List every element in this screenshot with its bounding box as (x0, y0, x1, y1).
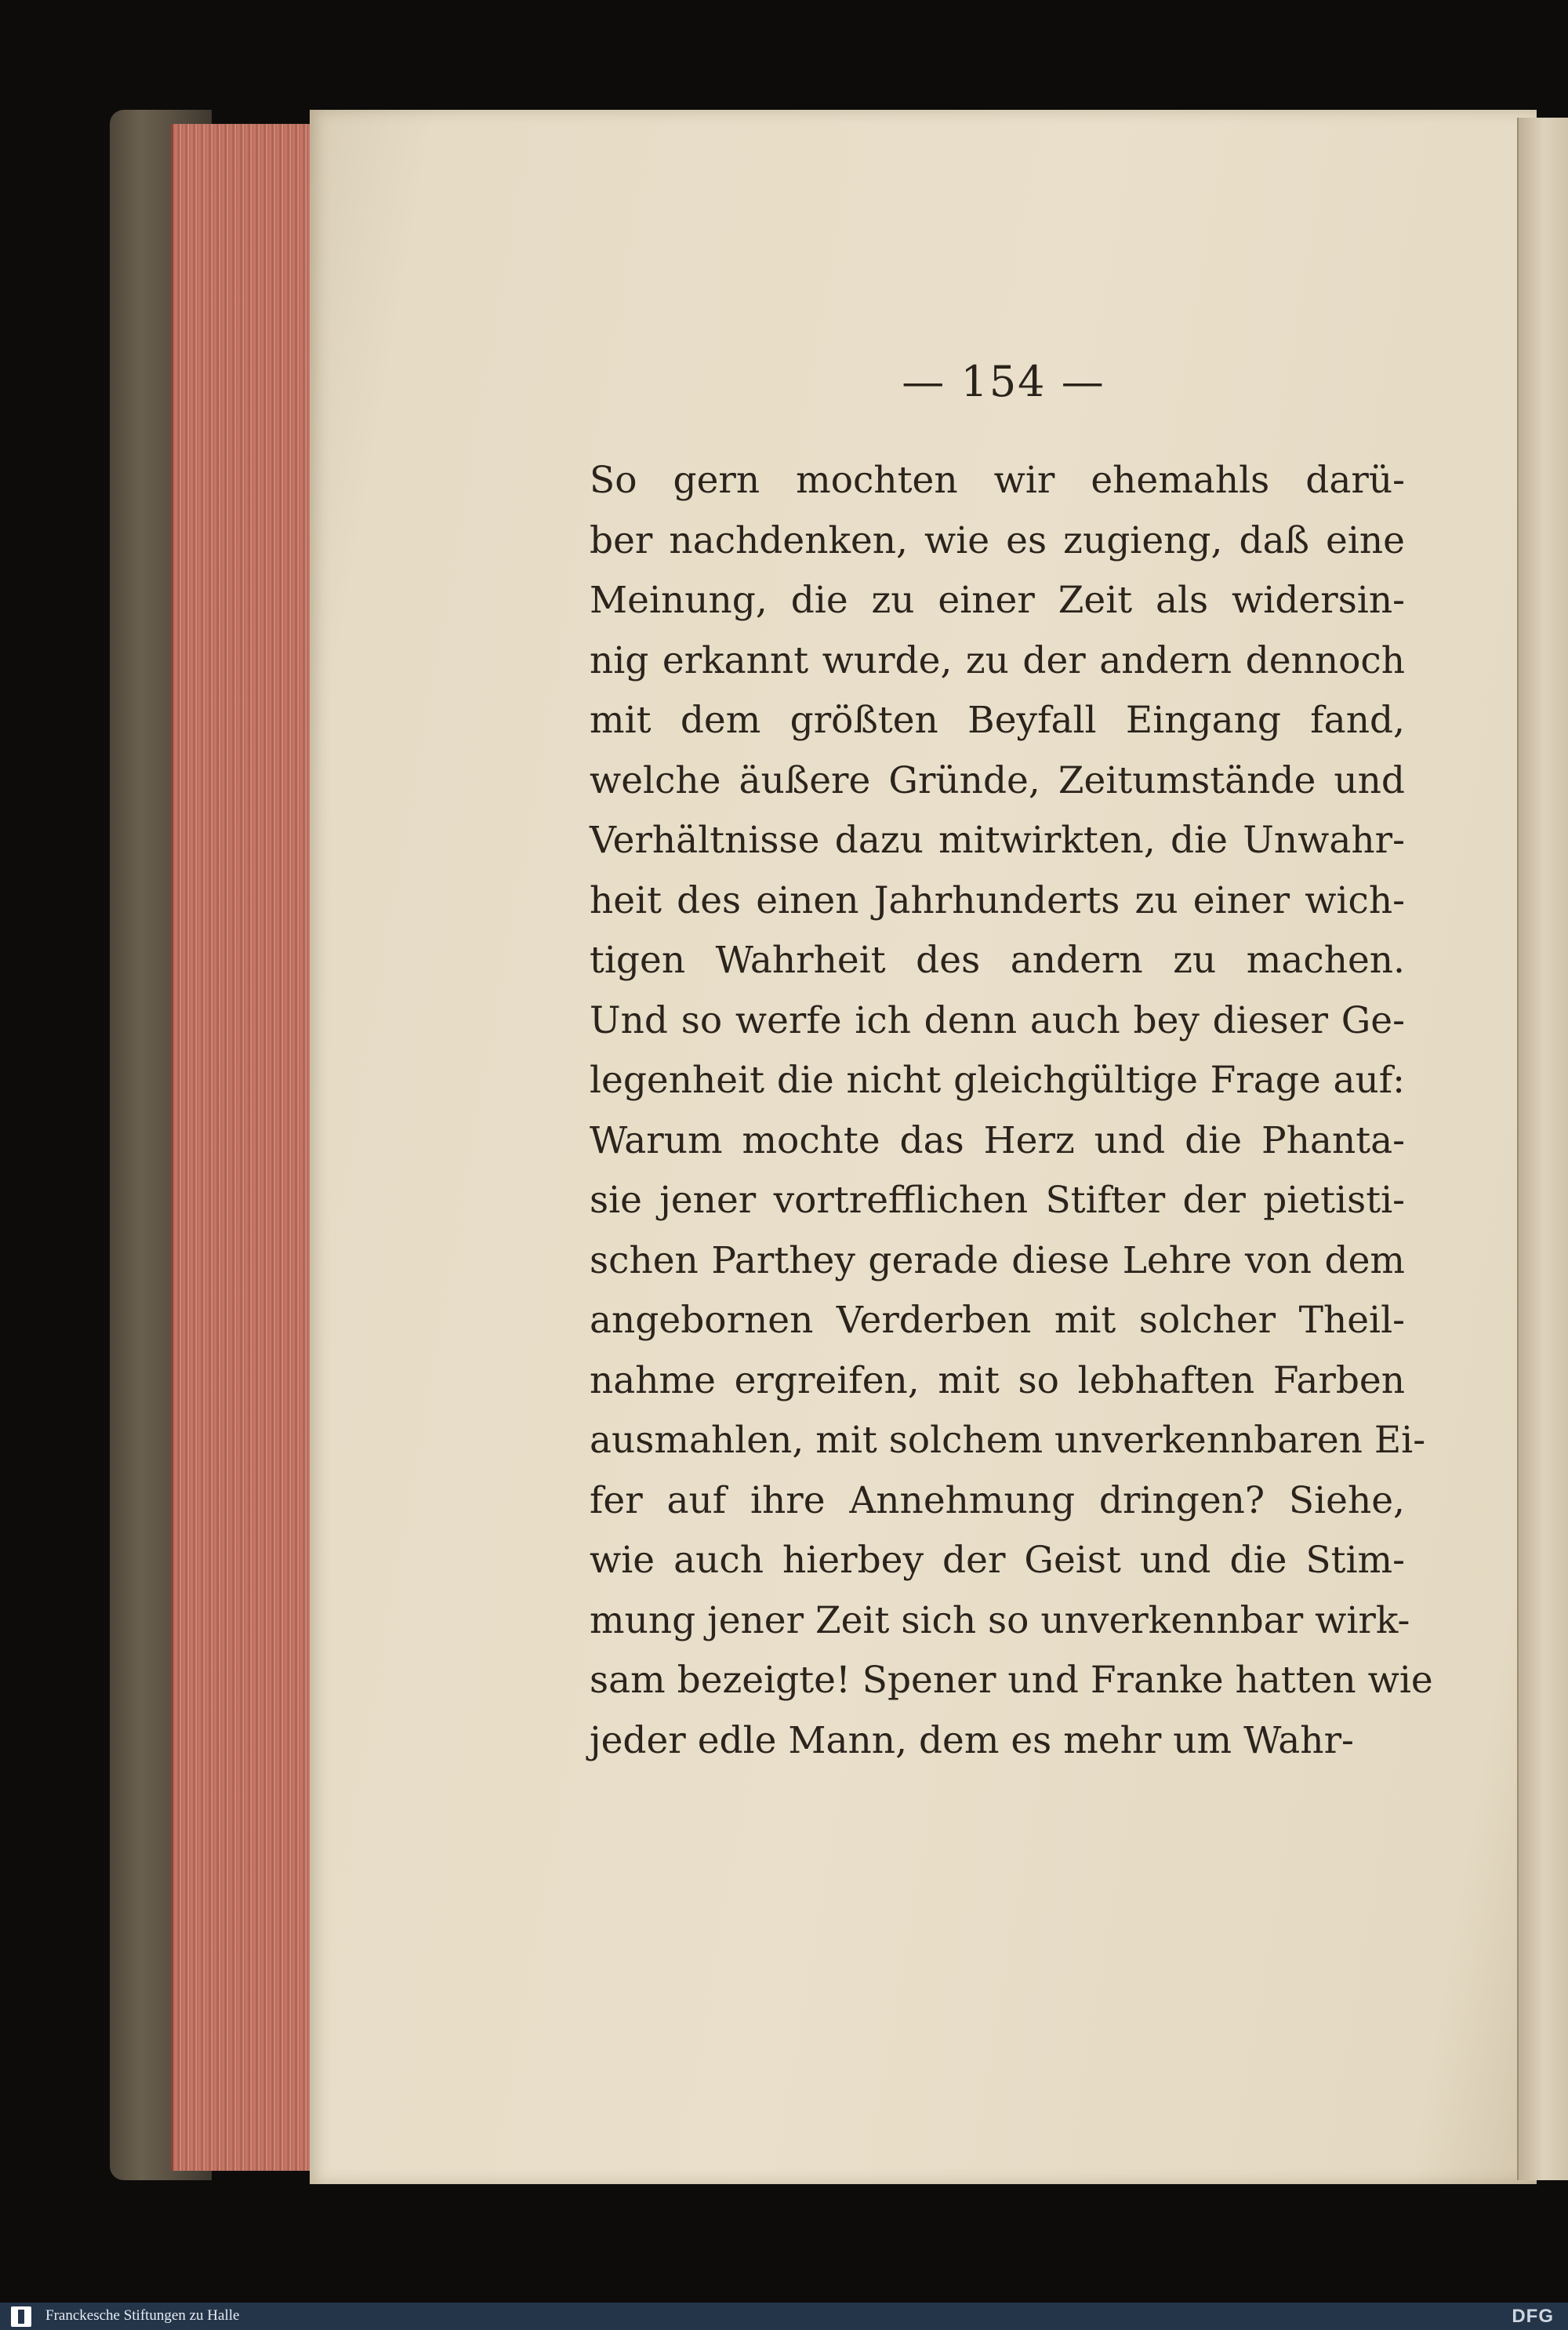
text-line: jeder edle Mann, dem es mehr um Wahr- (590, 1718, 1354, 1762)
text-line: tigen Wahrheit des andern zu machen. (590, 939, 1405, 982)
text-line: angebornen Verderben mit solcher Theil- (590, 1299, 1405, 1342)
text-line: ber nachdenken, wie es zugieng, daß eine (590, 518, 1405, 562)
text-line: sie jener vortrefflichen Stifter der pietisti- (590, 1179, 1405, 1222)
institution-logo-icon (11, 2306, 31, 2327)
text-line: So gern mochten wir ehemahls darü- (590, 459, 1405, 502)
text-line: nahme ergreifen, mit so lebhaften Farben (590, 1358, 1405, 1402)
text-line: Meinung, die zu einer Zeit als widersin- (590, 579, 1405, 622)
text-line: sam bezeigte! Spener und Franke hatten wie (590, 1659, 1433, 1702)
text-line: ausmahlen, mit solchem unverkennbaren Ei- (590, 1419, 1426, 1462)
text-line: fer auf ihre Annehmung dringen? Siehe, (590, 1478, 1405, 1522)
text-line: legenheit die nicht gleichgültige Frage auf: (590, 1059, 1405, 1102)
footer-bar (0, 2303, 1568, 2330)
text-line: mit dem größten Beyfall Eingang fand, (590, 699, 1405, 742)
funder-logo: DFG (1512, 2306, 1554, 2327)
text-line: welche äußere Gründe, Zeitumstände und (590, 758, 1405, 802)
text-line: wie auch hierbey der Geist und die Stim- (590, 1539, 1405, 1582)
text-line: Verhältnisse dazu mitwirkten, die Unwahr- (590, 819, 1405, 862)
text-line: Und so werfe ich denn auch bey dieser Ge- (590, 998, 1405, 1042)
page-edges (171, 124, 314, 2171)
text-line: Warum mochte das Herz und die Phanta- (590, 1118, 1405, 1162)
text-line: mung jener Zeit sich so unverkennbar wirk- (590, 1598, 1410, 1642)
adjacent-page-edge (1517, 118, 1568, 2180)
institution-name: Franckesche Stiftungen zu Halle (45, 2307, 240, 2324)
text-line: nig erkannt wurde, zu der andern dennoch (590, 638, 1405, 682)
text-line: schen Parthey gerade diese Lehre von dem (590, 1238, 1405, 1282)
page-text (590, 451, 1433, 1771)
page-number-header: — 154 — (902, 357, 1105, 406)
text-line: heit des einen Jahrhunderts zu einer wich- (590, 878, 1405, 922)
